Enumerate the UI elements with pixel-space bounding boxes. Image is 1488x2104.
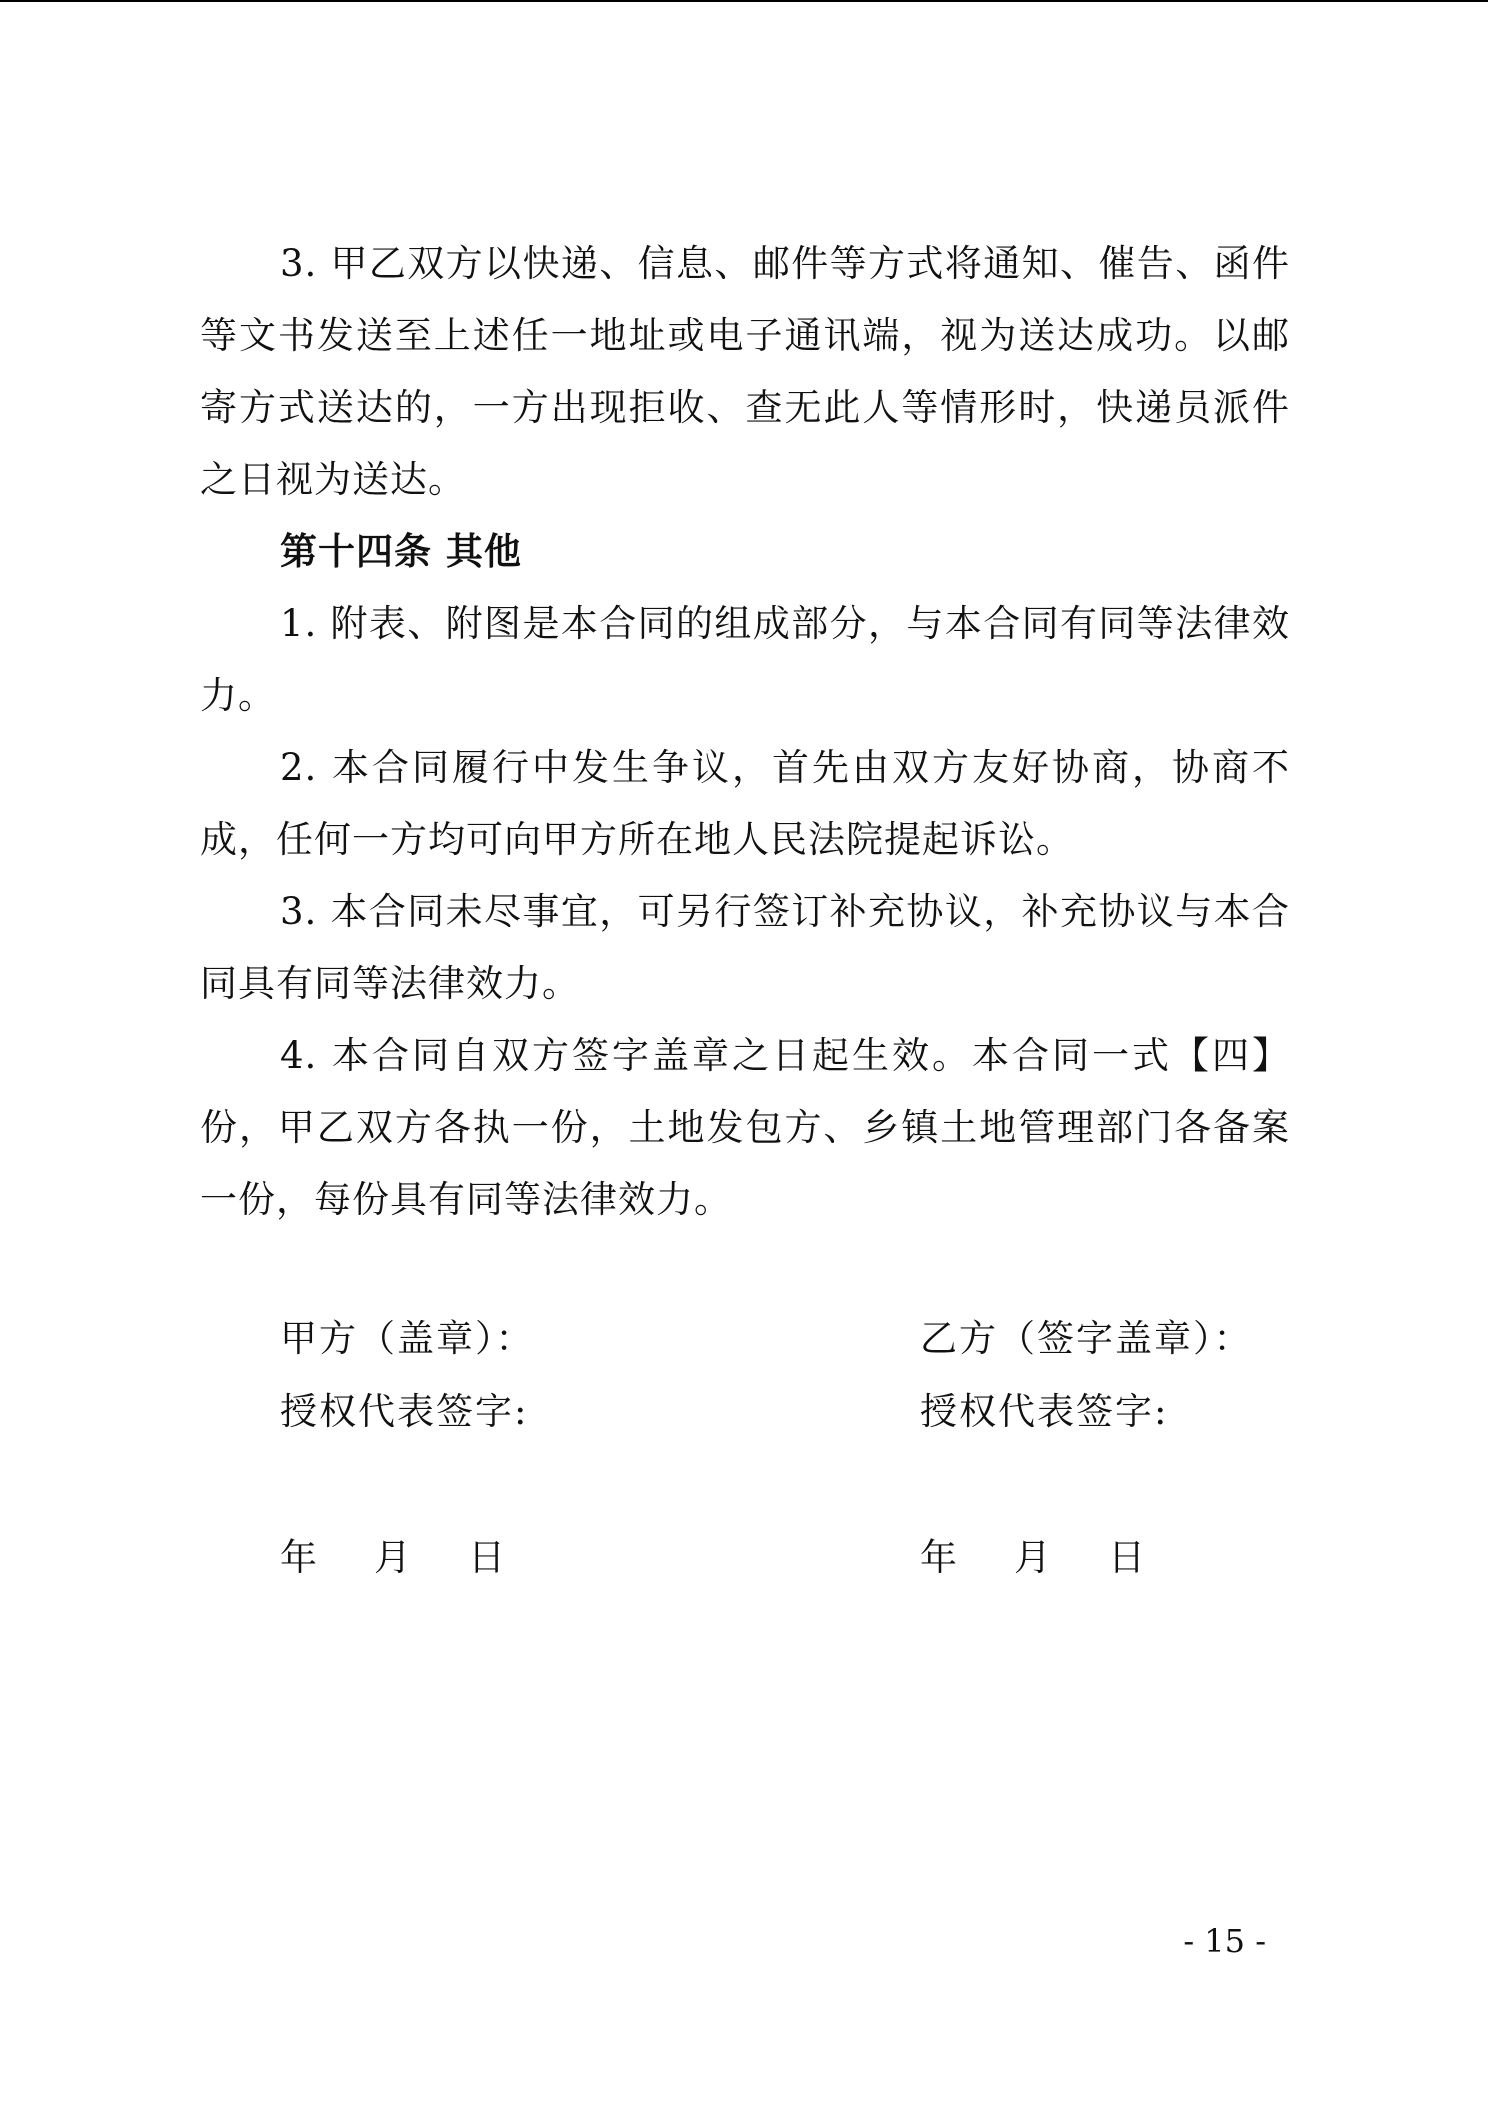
clause-paragraph: 3. 本合同未尽事宜，可另行签订补充协议，补充协议与本合同具有同等法律效力。	[200, 890, 1290, 1005]
party-a-date-label: 年 月 日	[280, 1536, 508, 1579]
contract-body	[200, 228, 1290, 1236]
page-number: - 15 -	[1183, 1922, 1266, 1960]
party-b-rep-signature-label: 授权代表签字:	[920, 1390, 1169, 1433]
clause-paragraph: 2. 本合同履行中发生争议，首先由双方友好协商，协商不成，任何一方均可向甲方所在地人民法院提起诉讼。	[200, 746, 1290, 861]
party-b-date-label: 年 月 日	[920, 1536, 1148, 1579]
article-heading: 第十四条 其他	[280, 530, 522, 573]
party-a-seal-label: 甲方（盖章）：	[280, 1317, 535, 1360]
party-b-seal-label: 乙方（签字盖章）：	[920, 1317, 1253, 1360]
clause-paragraph: 3. 甲乙双方以快递、信息、邮件等方式将通知、催告、函件等文书发送至上述任一地址或电子通讯端，视为送达成功。以邮寄方式送达的，一方出现拒收、查无此人等情形时，快递员派件之日视为送达。	[200, 242, 1290, 501]
party-a-rep-signature-label: 授权代表签字:	[280, 1390, 529, 1433]
top-border-line	[0, 0, 1488, 2]
clause-paragraph: 1. 附表、附图是本合同的组成部分，与本合同有同等法律效力。	[200, 602, 1290, 717]
clause-paragraph: 4. 本合同自双方签字盖章之日起生效。本合同一式【四】份，甲乙双方各执一份，土地发包方、乡镇土地管理部门各备案一份，每份具有同等法律效力。	[200, 1034, 1290, 1221]
